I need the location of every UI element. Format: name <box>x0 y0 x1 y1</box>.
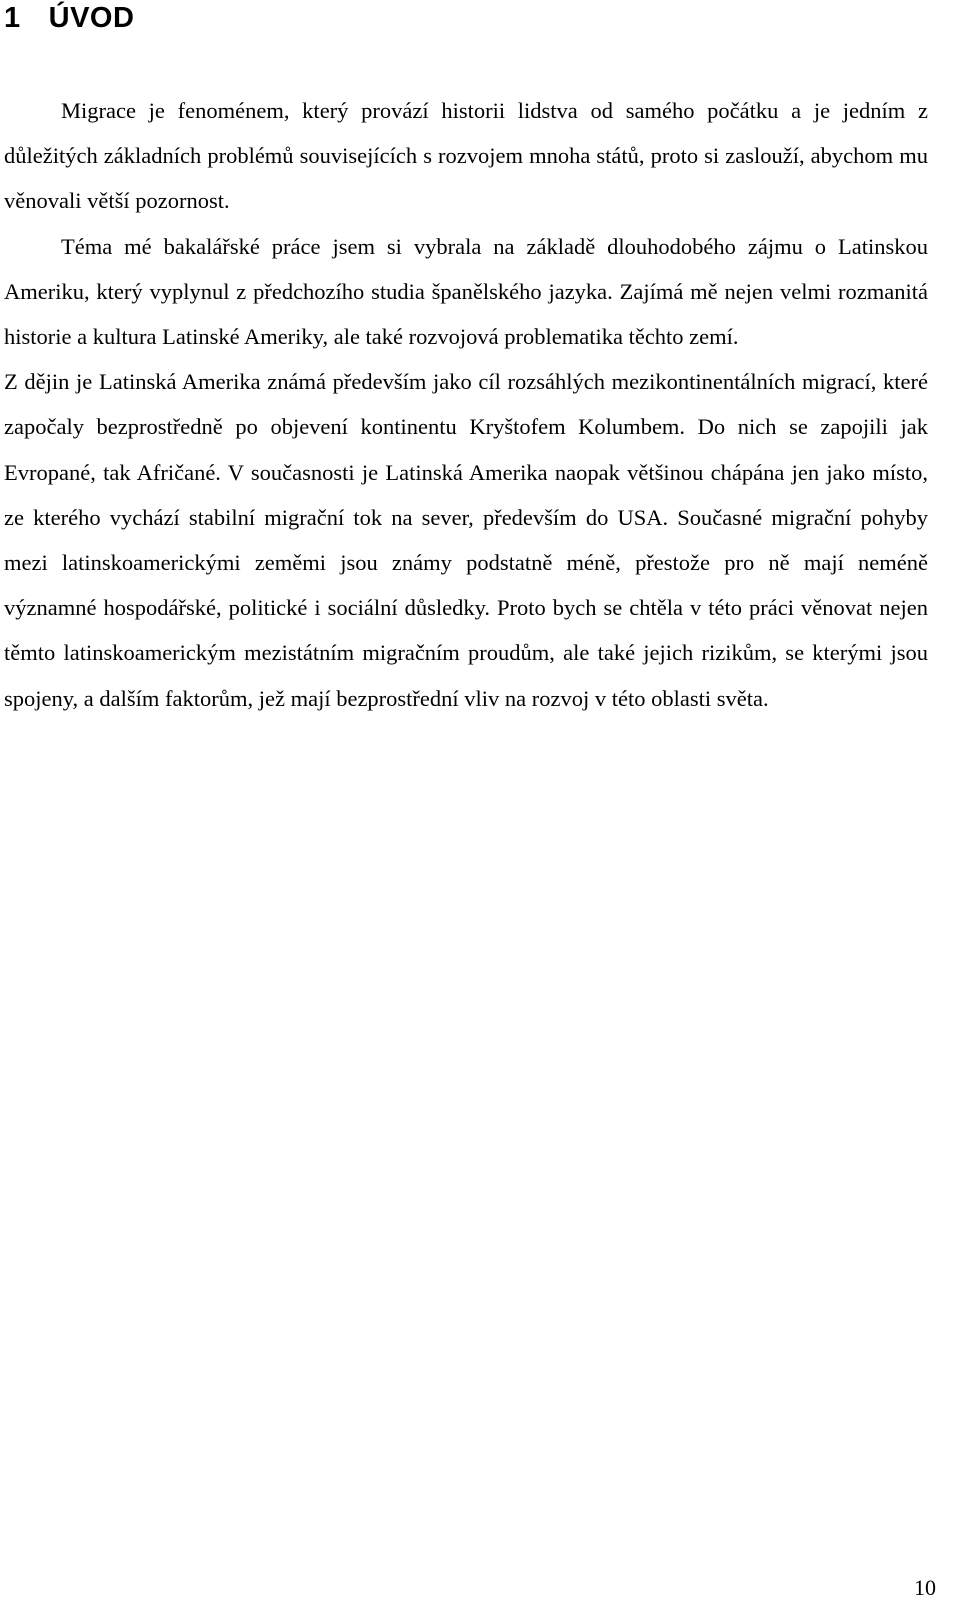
chapter-title: ÚVOD <box>48 2 135 34</box>
chapter-heading <box>4 0 134 36</box>
paragraph-topic: Téma mé bakalářské práce jsem si vybrala na základě dlouhodobého zájmu o Latinskou Ameriku, který vyplynul z předchozího studia španělského jazyka. Zajímá mě nejen velmi rozmanitá historie a kultura Latinské Ameriky, ale také rozvojová problematika těchto zemí. <box>4 233 928 350</box>
paragraph-history: Z dějin je Latinská Amerika známá především jako cíl rozsáhlých mezikontinentálních migrací, které započaly bezprostředně po objevení kontinentu Kryštofem Kolumbem. Do nich se zapojili jak Evropané, tak Afričané. V současnosti je Latinská Amerika naopak většinou chápána jen jako místo, ze kterého vychází stabilní migrační tok na sever, především do USA. Současné migrační pohyby mezi latinskoamerickými zeměmi jsou známy podstatně méně, přestože pro ně mají neméně významné hospodářské, politické i sociální důsledky. Proto bych se chtěla v této práci věnovat nejen těmto latinskoamerickým mezistátním migračním proudům, ale také jejich rizikům, se kterými jsou spojeny, a dalším faktorům, jež mají bezprostřední vliv na rozvoj v této oblasti světa. <box>4 369 928 711</box>
chapter-body <box>4 88 928 721</box>
chapter-number: 1 <box>4 2 21 34</box>
page-number: 10 <box>914 1575 936 1600</box>
paragraph-intro: Migrace je fenoménem, který provází historii lidstva od samého počátku a je jedním z důležitých základních problémů souvisejících s rozvojem mnoha států, proto si zaslouží, abychom mu věnovali větší pozornost. <box>4 98 928 214</box>
